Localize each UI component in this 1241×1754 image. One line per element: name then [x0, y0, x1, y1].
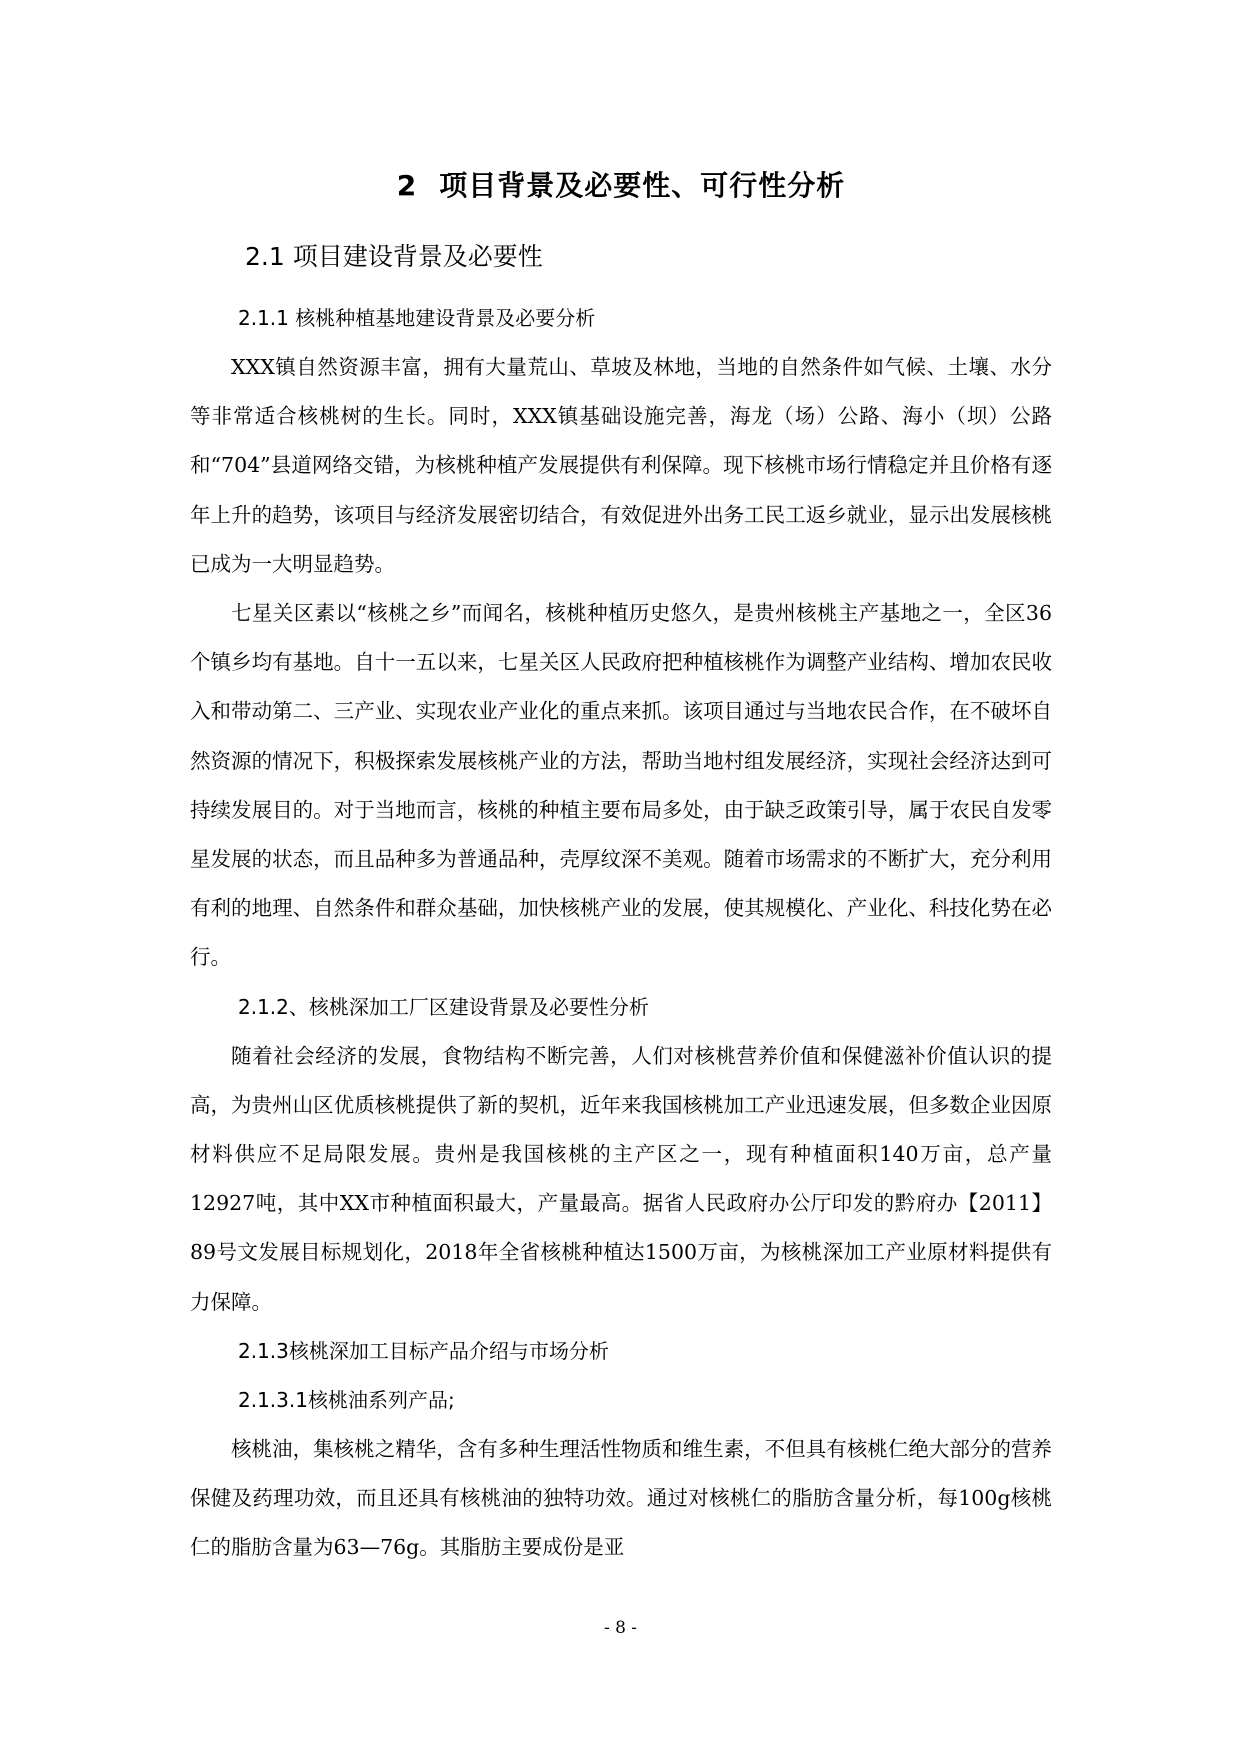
- section-heading-2-1-3: 2.1.3核桃深加工目标产品介绍与市场分析: [238, 1338, 609, 1363]
- section-heading-2-1-2: 2.1.2、核桃深加工厂区建设背景及必要性分析: [238, 994, 649, 1019]
- chapter-number: 2: [396, 169, 418, 202]
- section-heading-2-1-1: 2.1.1 核桃种植基地建设背景及必要分析: [238, 306, 596, 330]
- section-heading-2-1: 2.1 项目建设背景及必要性: [245, 242, 543, 271]
- paragraph: 随着社会经济的发展，食物结构不断完善，人们对核桃营养价值和保健滋补价值认识的提高，为贵州山区优质核桃提供了新的契机，近年来我国核桃加工产业迅速发展，但多数企业因原材料供应不足局限发展。贵州是我国核桃的主产区之一，现有种植面积140万亩，总产量12927吨，其中XX市种植面积最大，产量最高。据省人民政府办公厅印发的黔府办【2011】89号文发展目标规划化，2018年全省核桃种植达1500万亩，为核桃深加工产业原材料提供有力保障。: [190, 1043, 1052, 1314]
- chapter-heading: [190, 160, 1052, 212]
- paragraph: 七星关区素以“核桃之乡”而闻名，核桃种植历史悠久，是贵州核桃主产基地之一，全区36个镇乡均有基地。自十一五以来，七星关区人民政府把种植核桃作为调整产业结构、增加农民收入和带动第二、三产业、实现农业产业化的重点来抓。该项目通过与当地农民合作，在不破坏自然资源的情况下，积极探索发展核桃产业的方法，帮助当地村组发展经济，实现社会经济达到可持续发展目的。对于当地而言，核桃的种植主要布局多处，由于缺乏政策引导，属于农民自发零星发展的状态，而且品种多为普通品种，壳厚纹深不美观。随着市场需求的不断扩大，充分利用有利的地理、自然条件和群众基础，加快核桃产业的发展，使其规模化、产业化、科技化势在必行。: [190, 601, 1052, 970]
- section-heading-2-1-3-1: 2.1.3.1核桃油系列产品;: [238, 1387, 455, 1412]
- paragraph: 核桃油，集核桃之精华，含有多种生理活性物质和维生素，不但具有核桃仁绝大部分的营养保健及药理功效，而且还具有核桃油的独特功效。通过对核桃仁的脂肪含量分析，每100g核桃仁的脂肪含量为63—76g。其脂肪主要成份是亚: [190, 1436, 1052, 1560]
- page-number: - 8 -: [603, 1618, 638, 1638]
- chapter-title: 项目背景及必要性、可行性分析: [439, 169, 846, 202]
- page-content: [190, 160, 1052, 1572]
- paragraph: XXX镇自然资源丰富，拥有大量荒山、草坡及林地，当地的自然条件如气候、土壤、水分等非常适合核桃树的生长。同时，XXX镇基础设施完善，海龙（场）公路、海小（坝）公路和“704”县道网络交错，为核桃种植产发展提供有利保障。现下核桃市场行情稳定并且价格有逐年上升的趋势，该项目与经济发展密切结合，有效促进外出务工民工返乡就业，显示出发展核桃已成为一大明显趋势。: [190, 355, 1052, 576]
